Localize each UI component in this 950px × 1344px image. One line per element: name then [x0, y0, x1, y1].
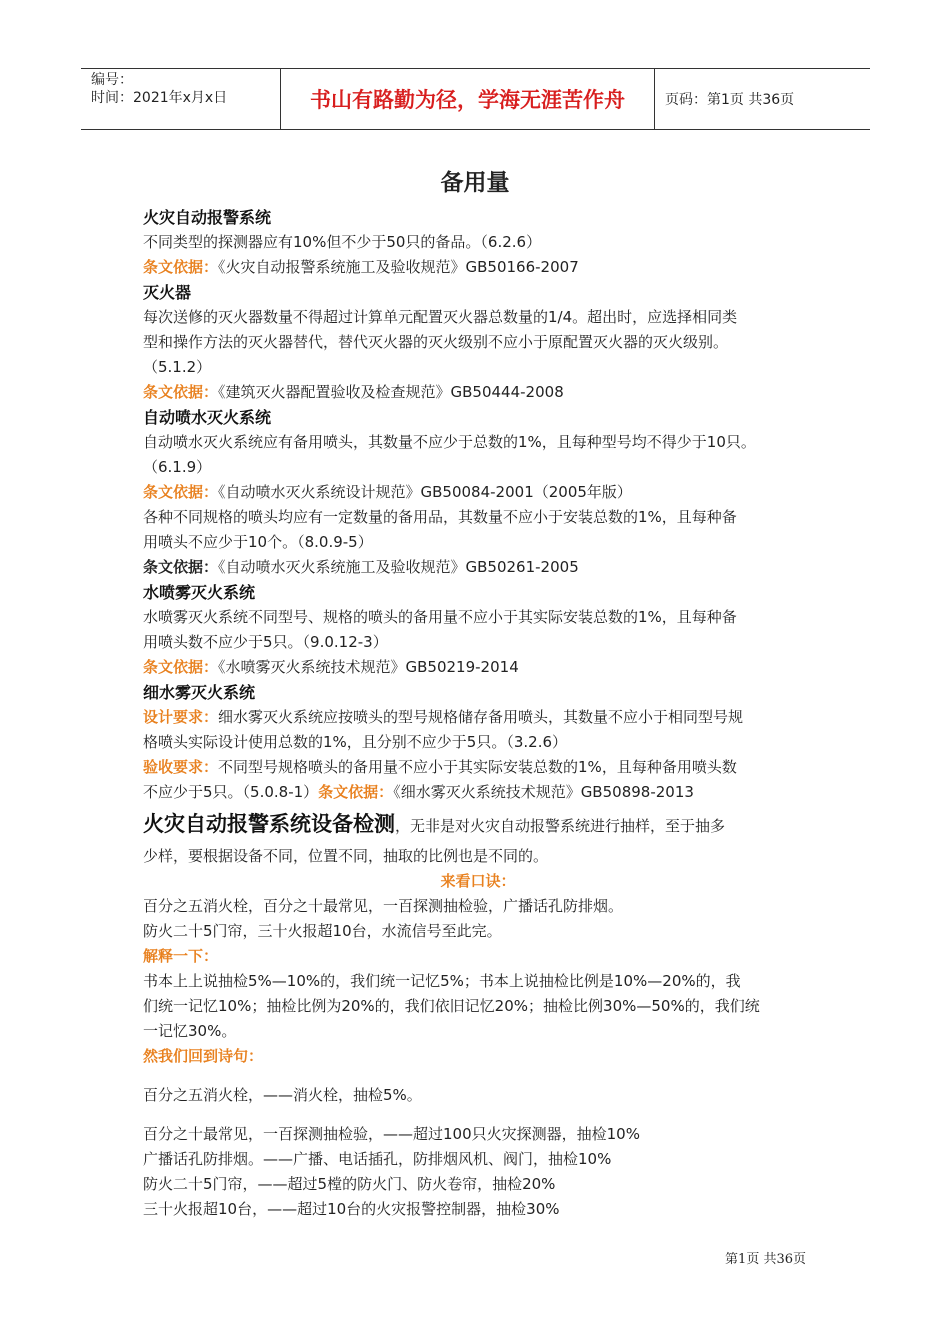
section-heading: 灭火器: [143, 283, 192, 302]
section-heading: 自动喷水灭火系统: [143, 408, 272, 427]
section-heading-large: 火灾自动报警系统设备检测: [143, 812, 395, 836]
header-table: [81, 68, 870, 130]
section-heading: 水喷雾灭火系统: [143, 583, 256, 602]
design-line: [143, 705, 813, 730]
paragraph: 不同类型的探测器应有10%但不少于50只的备品。（6.2.6）: [143, 233, 542, 251]
accept-text: 不同型号规格喷头的备用量不应小于其实际安装总数的1%，且每种备用喷头数: [218, 758, 737, 776]
mnemonic-label: 来看口诀：: [440, 872, 516, 890]
design-text: 细水雾灭火系统应按喷头的型号规格储存备用喷头，其数量不应小于相同型号规: [218, 708, 744, 726]
basis-label: 条文依据：: [143, 558, 219, 576]
explain-label: 解释一下：: [143, 947, 219, 965]
list-item: 百分之十最常见，一百探测抽检验，——超过100只火灾探测器，抽检10%: [143, 1125, 640, 1143]
accept-line: [143, 755, 813, 780]
number-label: 编号：: [91, 72, 133, 88]
paragraph: 水喷雾灭火系统不同型号、规格的喷头的备用量不应小于其实际安装总数的1%，且每种备: [143, 608, 737, 626]
list-item: 百分之五消火栓，——消火栓，抽检5%。: [143, 1086, 422, 1104]
accept-text-2: 不应少于5只。（5.0.8-1）: [143, 783, 319, 801]
time-label: 时间：2021年x月x日: [91, 90, 228, 106]
accept-label: 验收要求：: [143, 758, 219, 776]
list-item: 防火二十5门帘，——超过5樘的防火门、防火卷帘，抽检20%: [143, 1175, 556, 1193]
intro-line: [143, 805, 813, 839]
accept-basis-line: [143, 780, 813, 805]
header-meta: [81, 69, 281, 129]
basis-line: [143, 255, 813, 280]
paragraph: 各种不同规格的喷头均应有一定数量的备用品，其数量不应小于安装总数的1%，且每种备: [143, 508, 737, 526]
header-page: 页码：第1页 共36页: [665, 92, 795, 108]
list-item: 三十火报超10台，——超过10台的火灾报警控制器，抽检30%: [143, 1200, 560, 1218]
page-title: 备用量: [440, 169, 510, 196]
basis-text: 《水喷雾灭火系统技术规范》GB50219-2014: [218, 658, 519, 676]
basis-label: 条文依据：: [318, 783, 394, 801]
paragraph: （6.1.9）: [143, 458, 212, 476]
basis-text: 《自动喷水灭火系统施工及验收规范》GB50261-2005: [218, 558, 579, 576]
paragraph: 自动喷水灭火系统应有备用喷头，其数量不应少于总数的1%，且每种型号均不得少于10只。: [143, 433, 756, 451]
page-footer: 第1页 共36页: [725, 1252, 806, 1267]
poem-line: 百分之五消火栓，百分之十最常见，一百探测抽检验，广播话孔防排烟。: [143, 897, 624, 915]
paragraph: 一记忆30%。: [143, 1022, 237, 1040]
basis-text: 《细水雾灭火系统技术规范》GB50898-2013: [393, 783, 694, 801]
basis-label: 条文依据：: [143, 483, 219, 501]
header-motto: 书山有路勤为径，学海无涯苦作舟: [281, 69, 655, 129]
section-heading: 细水雾灭火系统: [143, 683, 256, 702]
basis-label: 条文依据：: [143, 658, 219, 676]
basis-line: [143, 380, 813, 405]
paragraph: 型和操作方法的灭火器替代，替代灭火器的灭火级别不应小于原配置灭火器的灭火级别。: [143, 333, 729, 351]
paragraph: （5.1.2）: [143, 358, 212, 376]
paragraph: 格喷头实际设计使用总数的1%，且分别不应少于5只。（3.2.6）: [143, 733, 568, 751]
paragraph: 少样，要根据设备不同，位置不同，抽取的比例也是不同的。: [143, 847, 549, 865]
paragraph: 用喷头不应少于10个。（8.0.9-5）: [143, 533, 373, 551]
basis-line: [143, 655, 813, 680]
poem-line: 防火二十5门帘，三十火报超10台，水流信号至此完。: [143, 922, 502, 940]
list-item: 广播话孔防排烟。——广播、电话插孔，防排烟风机、阀门，抽检10%: [143, 1150, 612, 1168]
section-heading: 火灾自动报警系统: [143, 208, 272, 227]
paragraph: 每次送修的灭火器数量不得超过计算单元配置灭火器总数量的1/4。超出时，应选择相同类: [143, 308, 738, 326]
paragraph: 书本上上说抽检5%—10%的，我们统一记忆5%；书本上说抽检比例是10%—20%的，我: [143, 972, 741, 990]
basis-text: 《建筑灭火器配置验收及检查规范》GB50444-2008: [218, 383, 564, 401]
basis-label: 条文依据：: [143, 258, 219, 276]
paragraph: 们统一记忆10%；抽检比例为20%的，我们依旧记忆20%；抽检比例30%—50%的，我们统: [143, 997, 760, 1015]
basis-label: 条文依据：: [143, 383, 219, 401]
basis-text: 《自动喷水灭火系统设计规范》GB50084-2001（2005年版）: [218, 483, 632, 501]
basis-line: [143, 480, 813, 505]
design-label: 设计要求：: [143, 708, 219, 726]
paragraph: 用喷头数不应少于5只。（9.0.12-3）: [143, 633, 388, 651]
basis-line: [143, 555, 813, 580]
back-label: 然我们回到诗句：: [143, 1047, 264, 1065]
intro-text: ，无非是对火灾自动报警系统进行抽样，至于抽多: [395, 817, 726, 835]
basis-text: 《火灾自动报警系统施工及验收规范》GB50166-2007: [218, 258, 579, 276]
document-body: [143, 205, 813, 1222]
